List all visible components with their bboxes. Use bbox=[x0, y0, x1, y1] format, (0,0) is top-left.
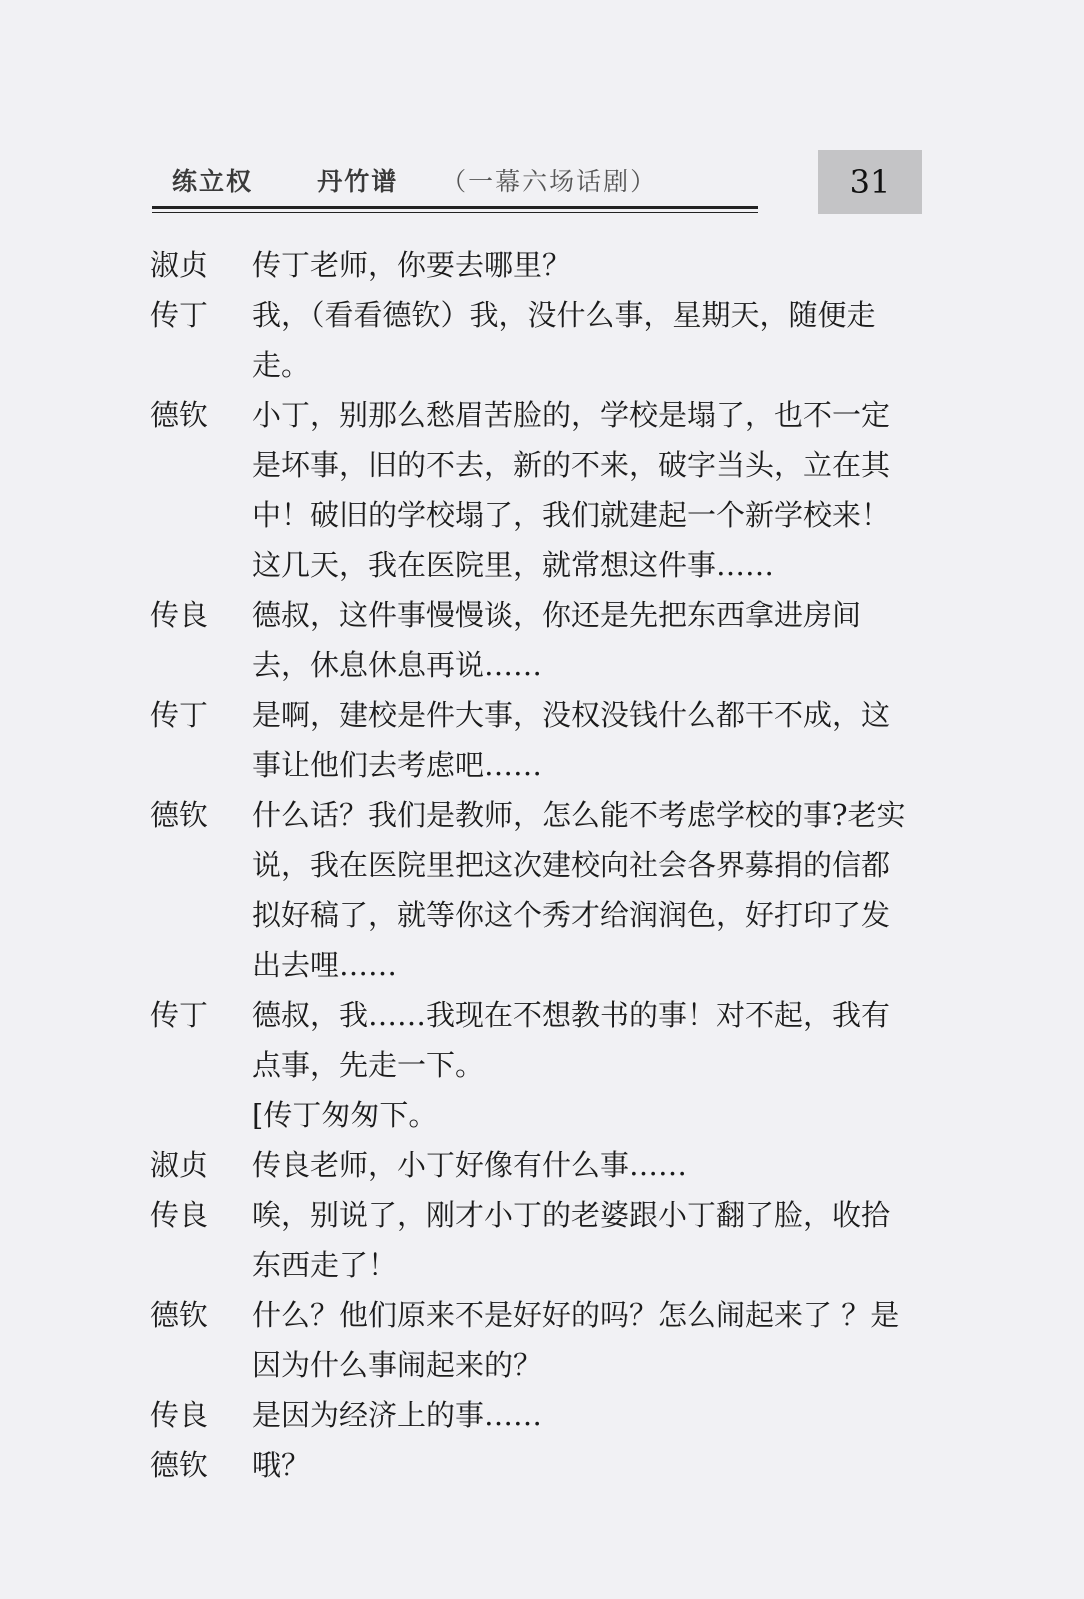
dialogue-line bbox=[150, 390, 930, 590]
speaker: 传丁 bbox=[150, 998, 209, 1032]
speech: 传良老师，小丁好像有什么事…… bbox=[252, 1148, 688, 1182]
header-author: 练立权 bbox=[172, 167, 254, 196]
speaker: 德钦 bbox=[150, 1298, 209, 1332]
speaker: 传丁 bbox=[150, 698, 209, 732]
speaker: 德钦 bbox=[150, 1448, 209, 1482]
speech: 唉，别说了，刚才小丁的老婆跟小丁翻了脸，收拾东西走了！ bbox=[252, 1198, 891, 1282]
speaker: 德钦 bbox=[150, 398, 209, 432]
dialogue-body bbox=[150, 240, 930, 1490]
speech: 什么？他们原来不是好好的吗？怎么闹起来了 ？是因为什么事闹起来的？ bbox=[252, 1298, 900, 1382]
speech: 什么话？我们是教师，怎么能不考虑学校的事?老实说，我在医院里把这次建校向社会各界募捐的信都拟好稿了，就等你这个秀才给润润色，好打印了发出去哩…… bbox=[252, 798, 906, 982]
header-rule-thin bbox=[152, 212, 758, 213]
header-rule-thick bbox=[152, 206, 758, 209]
speech: 我，（看看德钦）我，没什么事，星期天，随便走走。 bbox=[252, 298, 876, 382]
speech: 小丁，别那么愁眉苦脸的，学校是塌了，也不一定是坏事，旧的不去，新的不来，破字当头，立在其中！破旧的学校塌了，我们就建起一个新学校来！这几天，我在医院里，就常想这件事…… bbox=[252, 398, 891, 582]
dialogue-line bbox=[150, 790, 930, 990]
speech: 传丁老师，你要去哪里？ bbox=[252, 248, 572, 282]
speaker: 传良 bbox=[150, 1198, 209, 1232]
dialogue-line bbox=[150, 1190, 930, 1290]
speech: 德叔，我……我现在不想教书的事！对不起，我有点事，先走一下。 bbox=[252, 998, 891, 1082]
dialogue-line bbox=[150, 1140, 930, 1190]
dialogue-line bbox=[150, 1390, 930, 1440]
dialogue-line bbox=[150, 1290, 930, 1390]
speaker: 淑贞 bbox=[150, 1148, 209, 1182]
dialogue-line bbox=[150, 590, 930, 690]
header-title bbox=[172, 162, 657, 198]
speaker: 传丁 bbox=[150, 298, 209, 332]
speech: 德叔，这件事慢慢谈，你还是先把东西拿进房间去，休息休息再说…… bbox=[252, 598, 862, 682]
speaker: 德钦 bbox=[150, 798, 209, 832]
speaker: 传良 bbox=[150, 598, 209, 632]
speech: 是因为经济上的事…… bbox=[252, 1398, 543, 1432]
dialogue-line bbox=[150, 990, 930, 1090]
dialogue-line bbox=[150, 290, 930, 390]
stage-direction: [传丁匆匆下。 bbox=[252, 1098, 438, 1132]
page-number-box bbox=[818, 150, 922, 214]
dialogue-line bbox=[150, 240, 930, 290]
speaker: 淑贞 bbox=[150, 248, 209, 282]
header-play-title: 丹竹谱 bbox=[317, 167, 399, 196]
dialogue-line bbox=[150, 690, 930, 790]
dialogue-line bbox=[150, 1440, 930, 1490]
running-header bbox=[152, 150, 922, 220]
speech: 是啊，建校是件大事，没权没钱什么都干不成，这事让他们去考虑吧…… bbox=[252, 698, 891, 782]
header-subtitle: （一幕六场话剧） bbox=[441, 167, 658, 196]
speaker: 传良 bbox=[150, 1398, 209, 1432]
page-number: 31 bbox=[849, 163, 891, 201]
speech: 哦？ bbox=[252, 1448, 311, 1482]
